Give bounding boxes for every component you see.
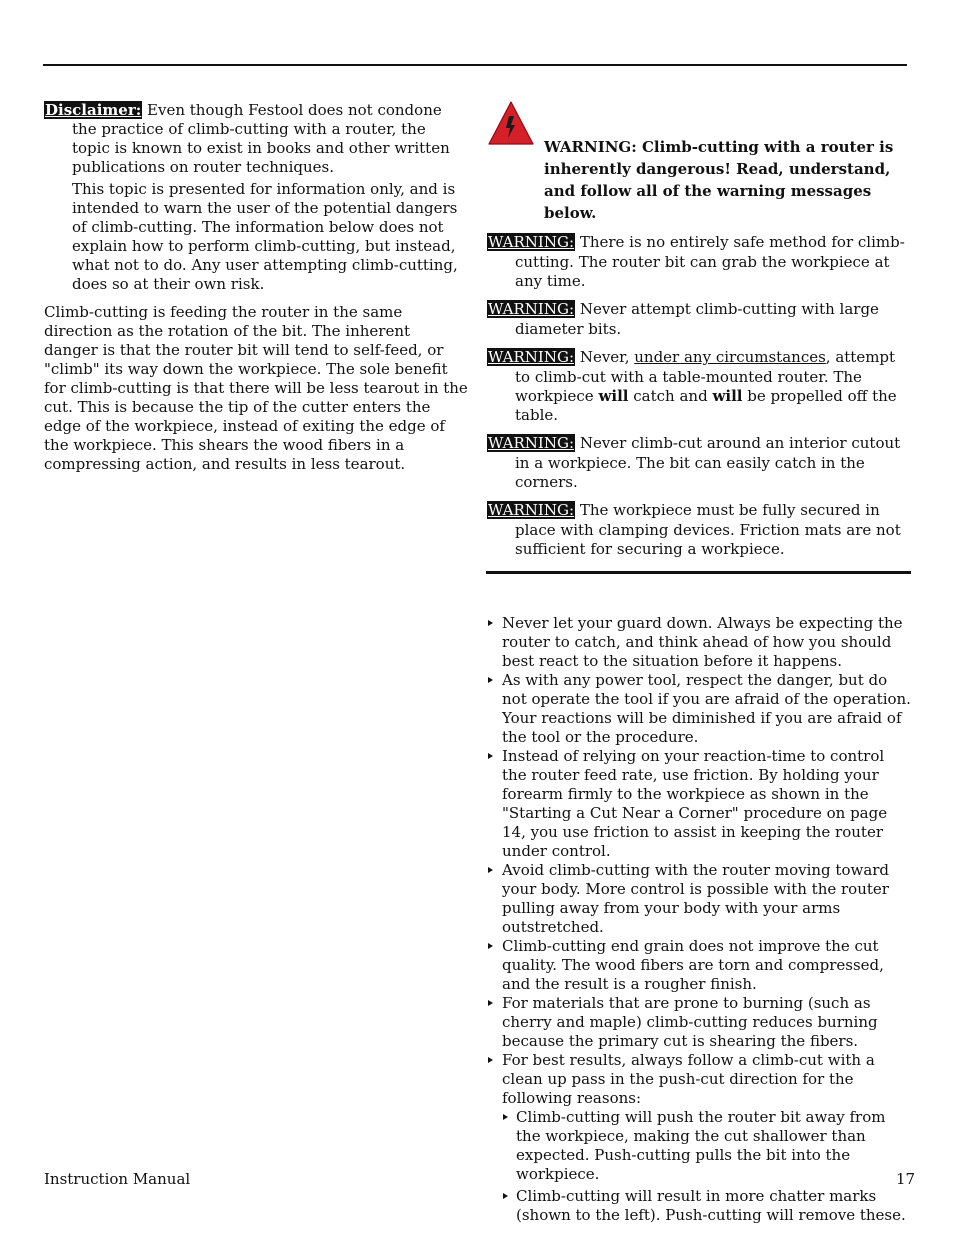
warning-text: The workpiece must be fully secured in place with clamping devices. Friction mats are not sufficient for securing a workpiece. bbox=[515, 501, 901, 558]
intro-paragraph: Climb-cutting is feeding the router in the same direction as the rotation of the bit. The inherent danger is that the router bit will tend to self-feed, or "climb" its way down the workpiece. The sole benefit for climb-cutting is that there will be less tearout in the cut. This is because the tip of the cutter enters the edge of the workpiece, instead of exiting the edge of the workpiece. This shears the wood fibers in a compressing action, and results in less tearout. bbox=[44, 303, 468, 473]
warning-item bbox=[460, 434, 911, 492]
sub-list-item-text: Climb-cutting will push the router bit away from the workpiece, making the cut shallower than expected. Push-cutting pulls the bit into the workpiece. bbox=[516, 1108, 886, 1183]
emphasis-underlined: under any circumstances bbox=[634, 348, 826, 366]
emphasis-bold: will bbox=[598, 387, 629, 405]
bullet-arrow-icon bbox=[488, 867, 493, 873]
warning-label-text: WARNING bbox=[488, 501, 569, 519]
lead-warning-text: WARNING: Climb-cutting with a router is inherently dangerous! Read, understand, and follow all of the warning messages below. bbox=[544, 138, 894, 222]
list-item bbox=[487, 1051, 911, 1225]
warning-text: Never attempt climb-cutting with large diameter bits. bbox=[515, 300, 879, 338]
emphasis-bold: will bbox=[712, 387, 743, 405]
list-item-text: For best results, always follow a climb-cut with a clean up pass in the push-cut direction for the following reasons: bbox=[502, 1051, 875, 1107]
warning-item bbox=[460, 233, 911, 291]
bullet-arrow-icon bbox=[488, 753, 493, 759]
warning-label-text: WARNING bbox=[488, 233, 569, 251]
warning-label-text: WARNING bbox=[488, 300, 569, 318]
bullet-arrow-icon bbox=[488, 677, 493, 683]
warning-text: Never climb-cut around an interior cutout in a workpiece. The bit can easily catch in the corners. bbox=[515, 434, 901, 491]
warning-text: Never, bbox=[579, 348, 630, 366]
list-item-text: Instead of relying on your reaction-time to control the router feed rate, use friction. By holding your forearm firmly to the workpiece as shown in the "Starting a Cut Near a Corner" procedure on page 14, you use friction to assist in keeping the router under control. bbox=[502, 747, 888, 860]
header-rule bbox=[43, 64, 907, 66]
disclaimer-info-paragraph: This topic is presented for information only, and is intended to warn the user of the potential dangers of climb-cutting. The information below does not explain how to perform climb-cutting, but instead, what not to do. Any user attempting climb-cutting, does so at their own risk. bbox=[72, 180, 458, 293]
warning-triangle-icon bbox=[488, 100, 534, 146]
list-item bbox=[487, 937, 911, 994]
list-item bbox=[487, 861, 911, 937]
reasons-sublist bbox=[502, 1108, 911, 1225]
warning-label-text: WARNING bbox=[488, 348, 569, 366]
tips-list bbox=[487, 614, 911, 1225]
bullet-arrow-icon bbox=[503, 1114, 508, 1120]
warning-section-rule bbox=[486, 571, 911, 574]
warning-text: , attempt to climb-cut with a table-mounted router. The workpiece bbox=[515, 348, 896, 405]
list-item-text: As with any power tool, respect the danger, but do not operate the tool if you are afraid of the operation. Your reactions will be diminished if you are afraid of the tool or the procedure. bbox=[502, 671, 911, 746]
disclaimer-text: Even though Festool does not condone the practice of climb-cutting with a router, the topic is known to exist in books and other written publications on router techniques. bbox=[72, 101, 450, 176]
sub-list-item bbox=[502, 1108, 911, 1184]
list-item bbox=[487, 994, 911, 1051]
list-item bbox=[487, 671, 911, 747]
disclaimer-label: Disclaimer: bbox=[45, 101, 142, 119]
list-item bbox=[487, 614, 911, 671]
warning-label: ⚠ WARNING: bbox=[460, 233, 575, 251]
warning-label-text: WARNING bbox=[488, 434, 569, 452]
bullet-arrow-icon bbox=[503, 1193, 508, 1199]
sub-list-item-text: Climb-cutting will result in more chatter marks (shown to the left). Push-cutting will remove these. bbox=[516, 1187, 906, 1224]
warning-item bbox=[460, 348, 911, 425]
bullet-arrow-icon bbox=[488, 1000, 493, 1006]
warning-label: ⚠ WARNING: bbox=[460, 348, 575, 366]
right-column bbox=[460, 100, 911, 1225]
list-item-text: Never let your guard down. Always be expecting the router to catch, and think ahead of how you should best react to the situation before it happens. bbox=[502, 614, 903, 670]
bullet-arrow-icon bbox=[488, 1057, 493, 1063]
warning-text: be propelled off the table. bbox=[515, 387, 897, 424]
list-item bbox=[487, 747, 911, 861]
page-number: 17 bbox=[896, 1170, 916, 1188]
warning-item bbox=[460, 501, 911, 559]
list-item-text: Climb-cutting end grain does not improve the cut quality. The wood fibers are torn and compressed, and the result is a rougher finish. bbox=[502, 937, 884, 993]
left-column bbox=[44, 101, 468, 474]
list-item-text: Avoid climb-cutting with the router moving toward your body. More control is possible with the router pulling away from your body with your arms outstretched. bbox=[502, 861, 890, 936]
warning-label: ⚠ WARNING: bbox=[460, 434, 575, 452]
footer-manual-title: Instruction Manual bbox=[44, 1170, 191, 1188]
bullet-arrow-icon bbox=[488, 943, 493, 949]
bullet-arrow-icon bbox=[488, 620, 493, 626]
sub-list-item bbox=[502, 1187, 911, 1225]
warning-label: ⚠ WARNING: bbox=[460, 300, 575, 318]
disclaimer-paragraph bbox=[44, 101, 468, 177]
warning-item bbox=[460, 300, 911, 339]
warning-label: ⚠ WARNING: bbox=[460, 501, 575, 519]
warning-text: There is no entirely safe method for climb-cutting. The router bit can grab the workpiece at any time. bbox=[515, 233, 905, 290]
list-item-text: For materials that are prone to burning (such as cherry and maple) climb-cutting reduces burning because the primary cut is shearing the fibers. bbox=[502, 994, 878, 1050]
warning-text: catch and bbox=[633, 387, 708, 405]
